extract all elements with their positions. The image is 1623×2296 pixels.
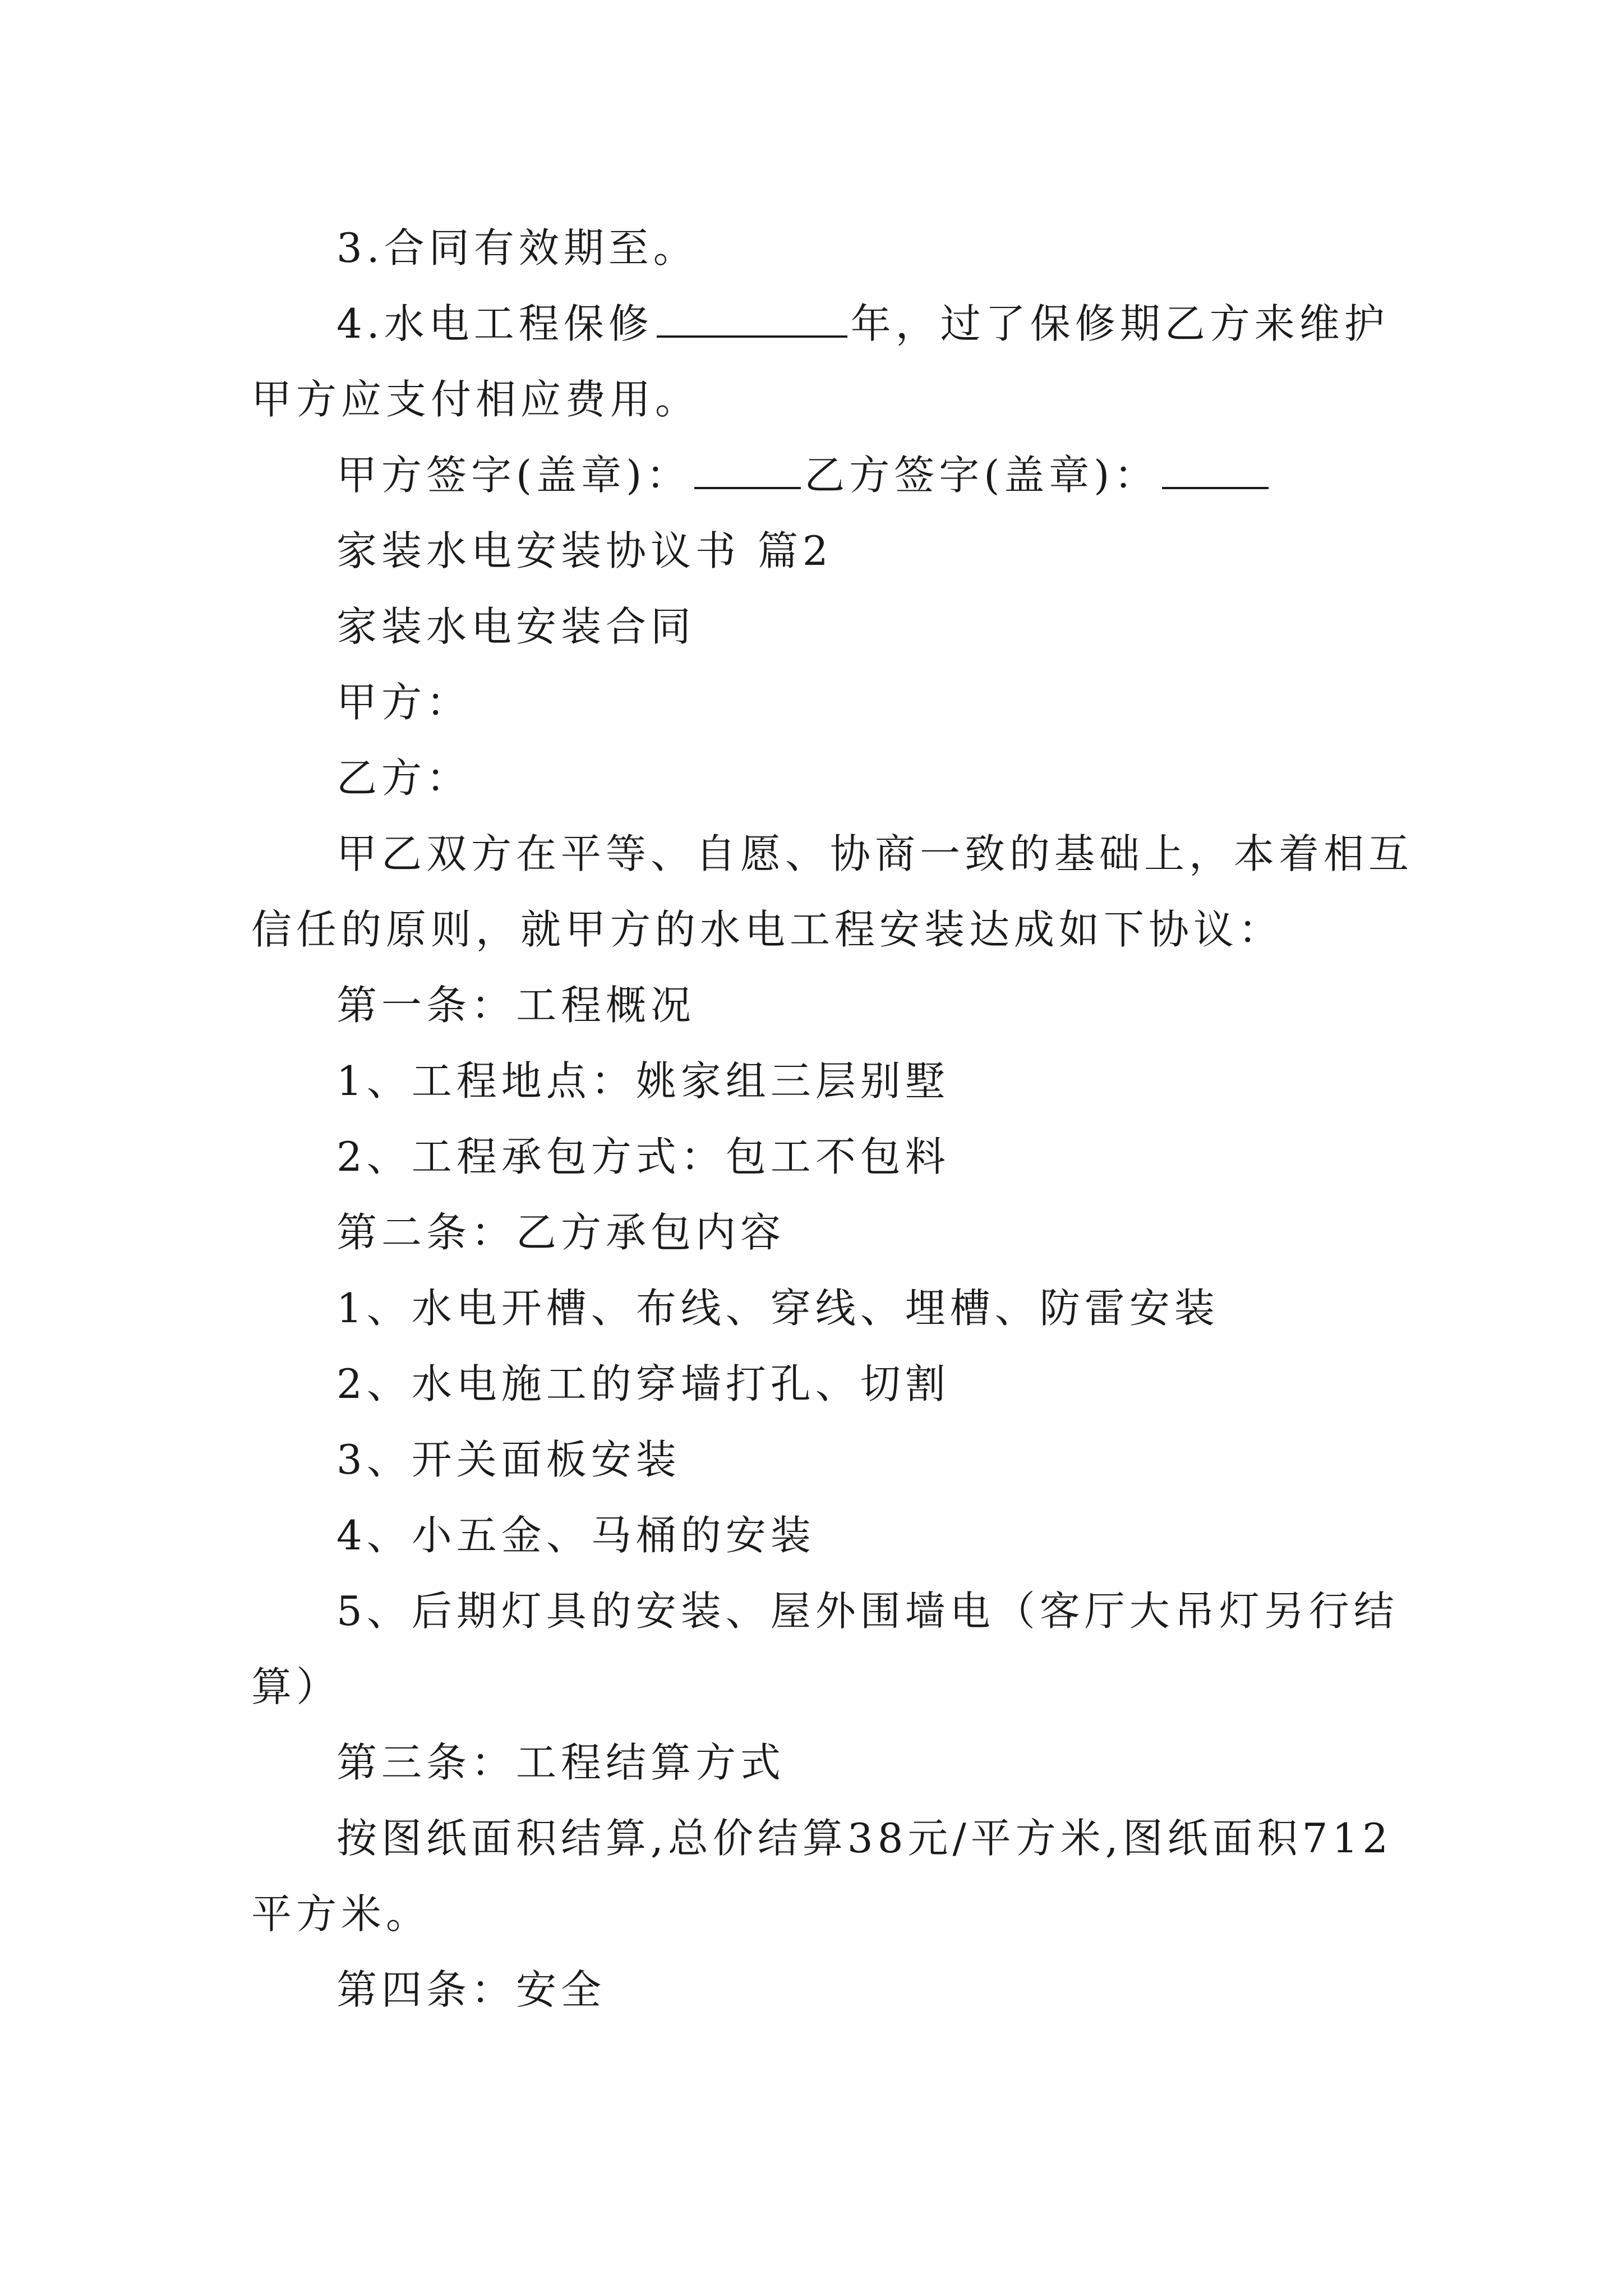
article-3-body: 按图纸面积结算,总价结算38元/平方米,图纸面积712: [336, 1815, 1393, 1862]
article-2-item-4: 4、小五金、马桶的安装: [336, 1512, 815, 1559]
party-a-label: 甲方：: [336, 679, 472, 726]
warranty-years-blank: [657, 296, 847, 338]
article-2-item-5-continued: 算）: [251, 1663, 342, 1710]
preamble-line-2: 信任的原则，就甲方的水电工程安装达成如下协议：: [251, 906, 1284, 953]
article-3-heading: 第三条：工程结算方式: [336, 1739, 786, 1786]
article-2-item-1: 1、水电开槽、布线、穿线、埋槽、防雷安装: [336, 1285, 1219, 1332]
preamble-line-1: 甲乙双方在平等、自愿、协商一致的基础上，本着相互: [336, 830, 1414, 877]
contract-title: 家装水电安装合同: [336, 603, 696, 650]
article-2-item-5: 5、后期灯具的安装、屋外围墙电（客厅大吊灯另行结: [336, 1588, 1399, 1635]
article-4-heading: 第四条：安全: [336, 1966, 606, 2013]
clause-warranty: [251, 286, 1389, 362]
clause-warranty-continued: 甲方应支付相应费用。: [251, 376, 700, 423]
clause-warranty-end: 年，过了保修期乙方来维护: [850, 300, 1389, 347]
article-1-heading: 第一条：工程概况: [336, 982, 696, 1029]
article-1-item-2: 2、工程承包方式：包工不包料: [336, 1133, 950, 1180]
party-b-signature-label: 乙方签字(盖章)：: [804, 452, 1159, 499]
article-2-item-3: 3、开关面板安装: [336, 1436, 681, 1483]
party-a-signature-blank: [694, 448, 801, 489]
party-a-signature-label: 甲方签字(盖章)：: [336, 452, 691, 499]
party-b-label: 乙方：: [336, 754, 472, 802]
article-2-item-2: 2、水电施工的穿墙打孔、切割: [336, 1360, 950, 1407]
signature-line: [251, 438, 1373, 513]
party-b-signature-blank: [1162, 448, 1269, 489]
clause-contract-validity: 3.合同有效期至。: [336, 224, 698, 272]
section-heading: 家装水电安装协议书 篇2: [336, 527, 833, 574]
document-body: [251, 210, 1414, 2028]
article-3-body-continued: 平方米。: [251, 1890, 431, 1938]
clause-warranty-start: 4.水电工程保修: [336, 300, 653, 347]
article-1-item-1: 1、工程地点：姚家组三层别墅: [336, 1057, 950, 1105]
article-2-heading: 第二条：乙方承包内容: [336, 1209, 786, 1256]
